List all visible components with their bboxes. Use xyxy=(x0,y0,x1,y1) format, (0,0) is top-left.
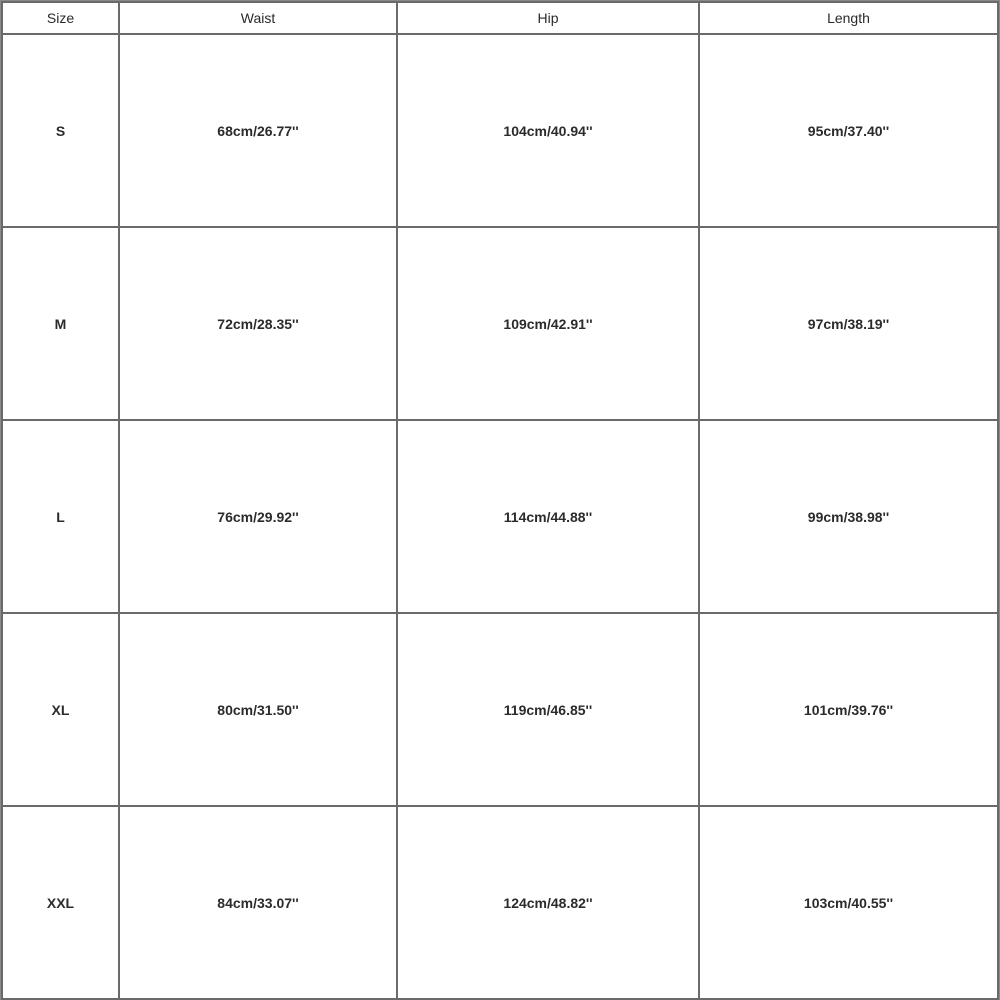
size-cell: S xyxy=(2,34,119,227)
hip-cell: 114cm/44.88'' xyxy=(397,420,699,613)
hip-cell: 109cm/42.91'' xyxy=(397,227,699,420)
table-row xyxy=(2,806,998,999)
size-chart-table xyxy=(1,1,999,1000)
table-row xyxy=(2,227,998,420)
length-cell: 103cm/40.55'' xyxy=(699,806,998,999)
length-cell: 99cm/38.98'' xyxy=(699,420,998,613)
table-row xyxy=(2,613,998,806)
waist-cell: 84cm/33.07'' xyxy=(119,806,397,999)
header-length: Length xyxy=(699,2,998,34)
size-cell: XXL xyxy=(2,806,119,999)
length-cell: 95cm/37.40'' xyxy=(699,34,998,227)
waist-cell: 72cm/28.35'' xyxy=(119,227,397,420)
header-row xyxy=(2,2,998,34)
table-row xyxy=(2,34,998,227)
size-cell: L xyxy=(2,420,119,613)
table-row xyxy=(2,420,998,613)
hip-cell: 104cm/40.94'' xyxy=(397,34,699,227)
waist-cell: 80cm/31.50'' xyxy=(119,613,397,806)
hip-cell: 124cm/48.82'' xyxy=(397,806,699,999)
header-waist: Waist xyxy=(119,2,397,34)
header-size: Size xyxy=(2,2,119,34)
hip-cell: 119cm/46.85'' xyxy=(397,613,699,806)
size-cell: XL xyxy=(2,613,119,806)
size-cell: M xyxy=(2,227,119,420)
header-hip: Hip xyxy=(397,2,699,34)
waist-cell: 76cm/29.92'' xyxy=(119,420,397,613)
length-cell: 101cm/39.76'' xyxy=(699,613,998,806)
waist-cell: 68cm/26.77'' xyxy=(119,34,397,227)
length-cell: 97cm/38.19'' xyxy=(699,227,998,420)
